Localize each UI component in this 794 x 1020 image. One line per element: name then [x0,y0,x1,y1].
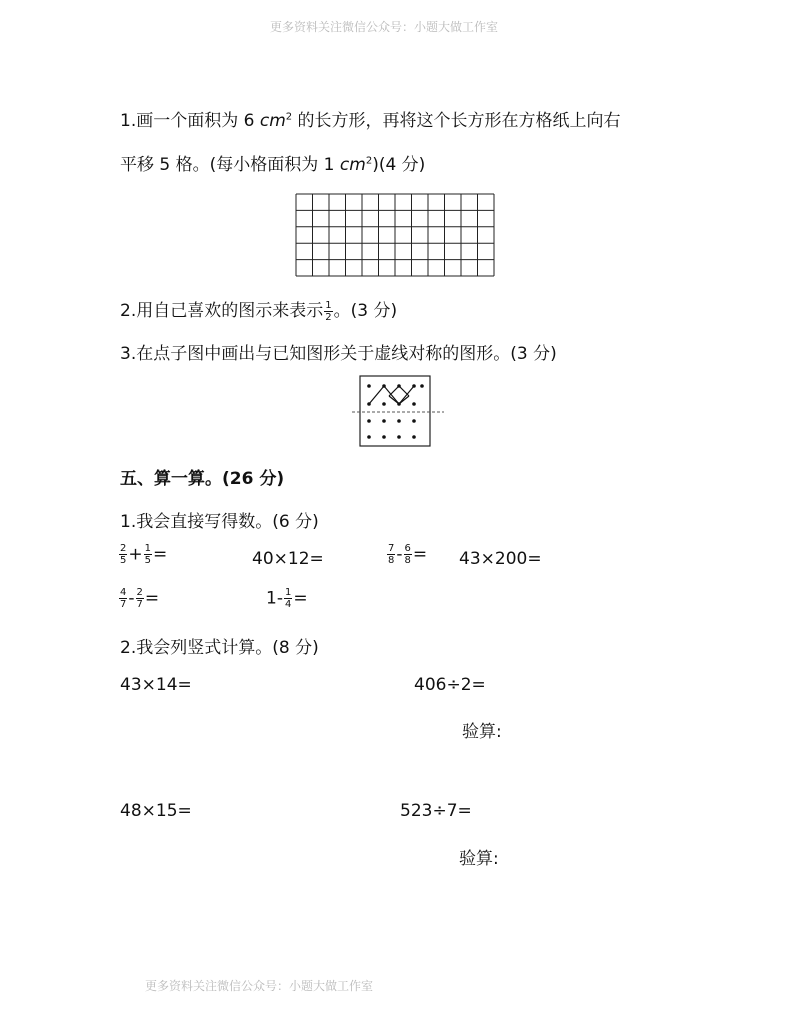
problem-48x15: 48×15= [120,801,192,821]
dot [367,384,371,388]
q1-sup: 2 [285,111,293,123]
whole-number: 1 [266,588,277,609]
operator: - [128,588,135,609]
operator: + [128,544,143,565]
q1-text-c: 平移 5 格。(每小格面积为 1 [120,155,340,175]
dot [382,435,386,439]
problem-406div2: 406÷2= [414,675,486,695]
denominator: 7 [120,599,127,610]
dot [397,419,401,423]
q2-denominator: 2 [325,311,332,323]
question-1-line-2 [120,150,425,175]
operator: - [396,544,403,565]
denominator: 8 [388,555,395,566]
numerator: 1 [144,543,151,554]
q2-numerator: 1 [325,299,332,311]
fraction [284,587,292,610]
check-label-1: 验算: [462,722,502,742]
q1-text-b: 的长方形，再将这个长方形在方格纸上向右 [292,111,621,131]
operator: - [276,588,283,609]
numerator: 2 [136,587,143,598]
dot [382,419,386,423]
q2-text-a: 2.用自己喜欢的图示来表示 [120,301,324,321]
numerator: 6 [404,543,411,554]
watermark-bottom: 更多资料关注微信公众号：小题大做工作室 [145,979,374,993]
section-5-title: 五、算一算。(26 分) [120,469,285,489]
q1-text-d: )(4 分) [372,155,426,175]
calc-item-2: 40×12= [252,549,324,569]
check-label-2: 验算: [459,849,499,869]
problem-523div7: 523÷7= [400,801,472,821]
grid-paper[interactable] [295,193,495,277]
q2-text-b: 。(3 分) [333,301,398,321]
denominator: 4 [284,599,292,610]
problem-43x14: 43×14= [120,675,192,695]
fraction [144,543,152,566]
equals-sign: = [153,544,168,565]
question-1-line-1 [120,106,621,131]
subsection-2-title: 2.我会列竖式计算。(8 分) [120,638,319,658]
dot-paper-figure[interactable] [350,374,446,450]
equals-sign: = [144,588,160,609]
fraction [387,543,395,566]
denominator: 8 [404,555,411,566]
q1-unit: cm [259,111,286,131]
numerator: 1 [284,587,292,598]
subsection-1-title: 1.我会直接写得数。(6 分) [120,512,319,532]
fraction [119,587,127,610]
numerator: 4 [120,587,127,598]
q1-unit-2: cm [339,155,366,175]
calc-item-3 [386,543,427,566]
calc-item-1 [118,543,167,566]
denominator: 7 [136,599,143,610]
q2-fraction [324,300,332,323]
dot [412,419,416,423]
watermark-top: 更多资料关注微信公众号：小题大做工作室 [270,20,499,34]
calc-item-4: 43×200= [459,549,542,569]
dot [397,435,401,439]
q1-sup-2: 2 [365,155,373,167]
dot [367,419,371,423]
dot [382,402,386,406]
question-2 [120,296,397,323]
numerator: 7 [388,543,395,554]
calc-item-6 [266,587,308,610]
fraction [119,543,127,566]
calc-item-5 [118,587,159,610]
q1-text-a: 1.画一个面积为 6 [120,111,260,131]
equals-sign: = [293,588,308,609]
dot [412,402,416,406]
dot [367,435,371,439]
fraction [136,587,144,610]
denominator: 5 [144,555,151,566]
equals-sign: = [412,544,428,565]
dot [412,435,416,439]
numerator: 2 [120,543,127,554]
denominator: 5 [120,555,127,566]
fraction [404,543,412,566]
question-3: 3.在点子图中画出与已知图形关于虚线对称的图形。(3 分) [120,344,557,364]
dot [420,384,424,388]
